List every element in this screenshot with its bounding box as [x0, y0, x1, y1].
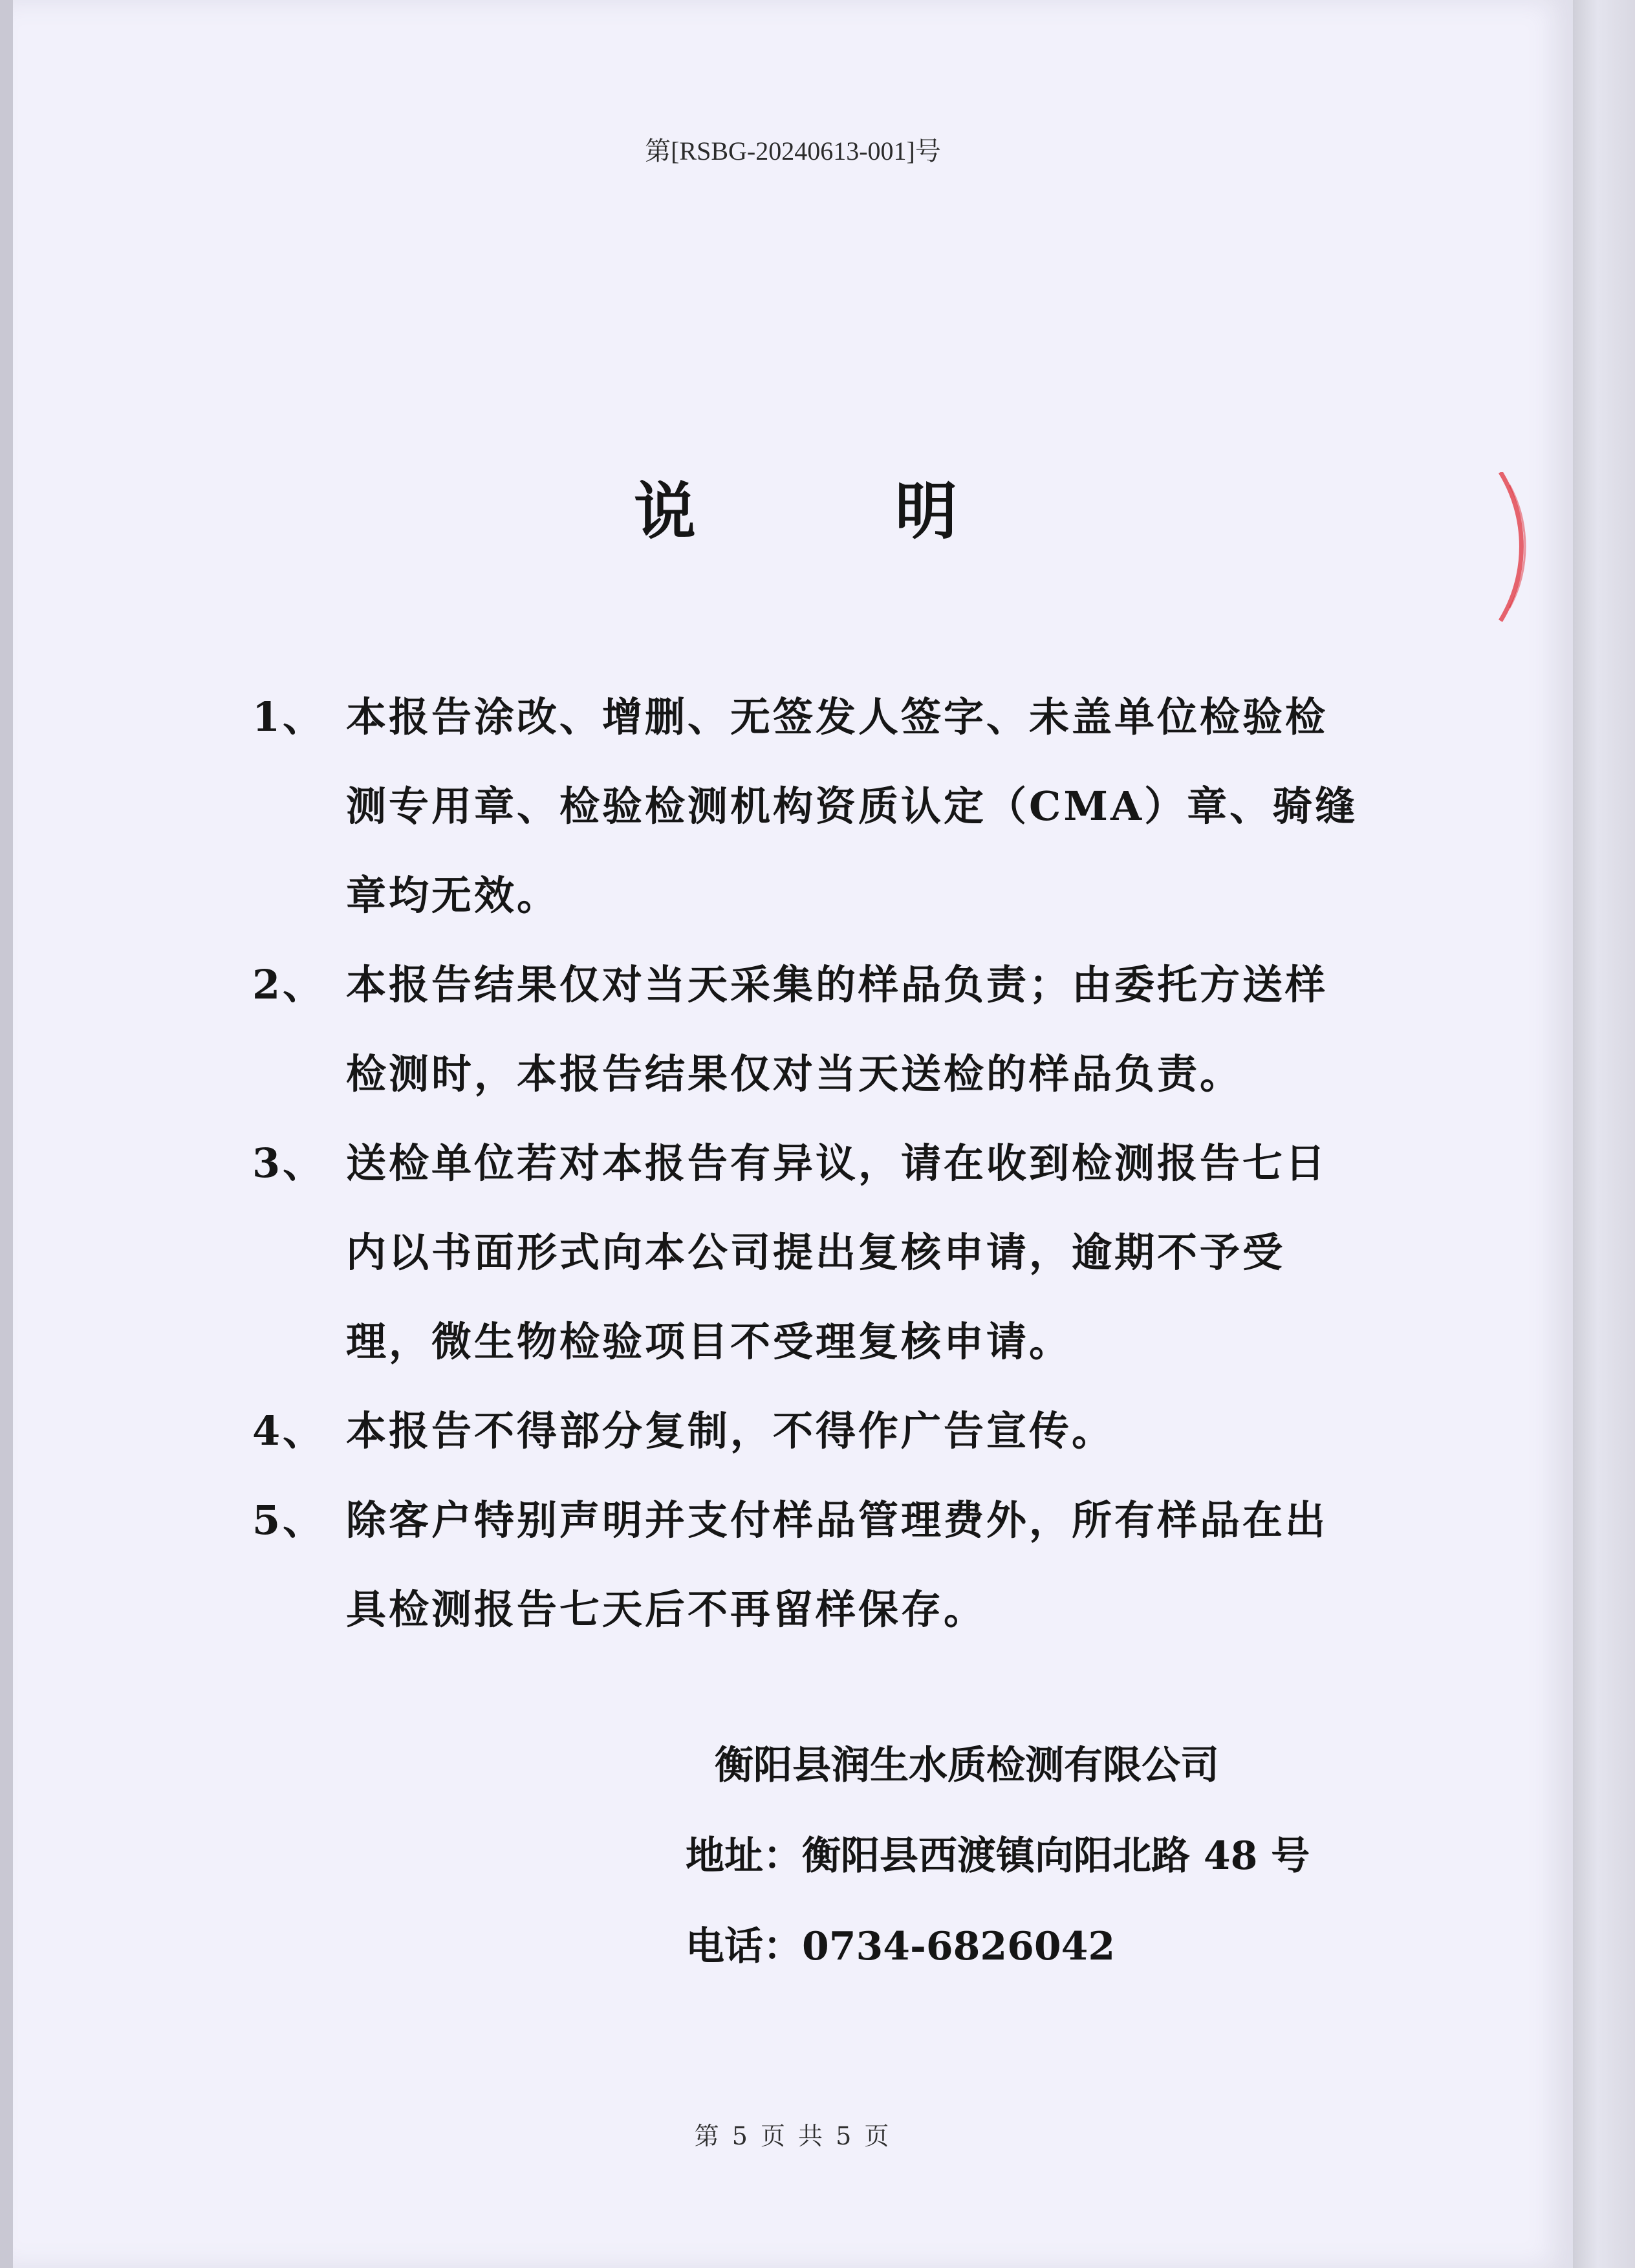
item-number: 4、	[252, 1407, 326, 1454]
item-text: 送检单位若对本报告有异议，请在收到检测报告七日内以书面形式向本公司提出复核申请，逾期不予受理，微生物检验项目不受理复核申请。	[346, 1139, 1328, 1365]
document-page	[13, 0, 1573, 2268]
company-info	[686, 1720, 1310, 1992]
list-item	[252, 1476, 1365, 1654]
item-number: 2、	[252, 961, 326, 1008]
list-item	[252, 1387, 1365, 1476]
item-number: 5、	[252, 1496, 326, 1544]
page-edge	[1573, 0, 1635, 2268]
page-number: 第 5 页 共 5 页	[694, 2122, 892, 2150]
item-text: 本报告不得部分复制，不得作广告宣传。	[346, 1407, 1115, 1454]
list-item	[252, 1119, 1365, 1387]
report-number: 第[RSBG-20240613-001]号	[645, 136, 941, 166]
list-item	[252, 940, 1365, 1119]
statement-list	[252, 673, 1365, 1654]
seam-stamp-icon	[1494, 472, 1572, 640]
title-char-2: 明	[895, 475, 957, 548]
item-text: 本报告涂改、增删、无签发人签字、未盖单位检验检测专用章、检验检测机构资质认定（CMA）章、骑缝章均无效。	[346, 693, 1358, 919]
title-char-1: 说	[634, 475, 696, 548]
company-name: 衡阳县润生水质检测有限公司	[715, 1743, 1219, 1788]
list-item	[252, 673, 1365, 940]
item-text: 本报告结果仅对当天采集的样品负责；由委托方送样检测时，本报告结果仅对当天送检的样品负责。	[346, 961, 1328, 1097]
company-address: 地址：衡阳县西渡镇向阳北路 48 号	[686, 1833, 1310, 1879]
item-text: 除客户特别声明并支付样品管理费外，所有样品在出具检测报告七天后不再留样保存。	[346, 1496, 1328, 1633]
item-number: 1、	[252, 693, 326, 740]
company-phone: 电话：0734-6826042	[686, 1924, 1116, 1969]
item-number: 3、	[252, 1139, 326, 1187]
page-title	[634, 462, 957, 551]
